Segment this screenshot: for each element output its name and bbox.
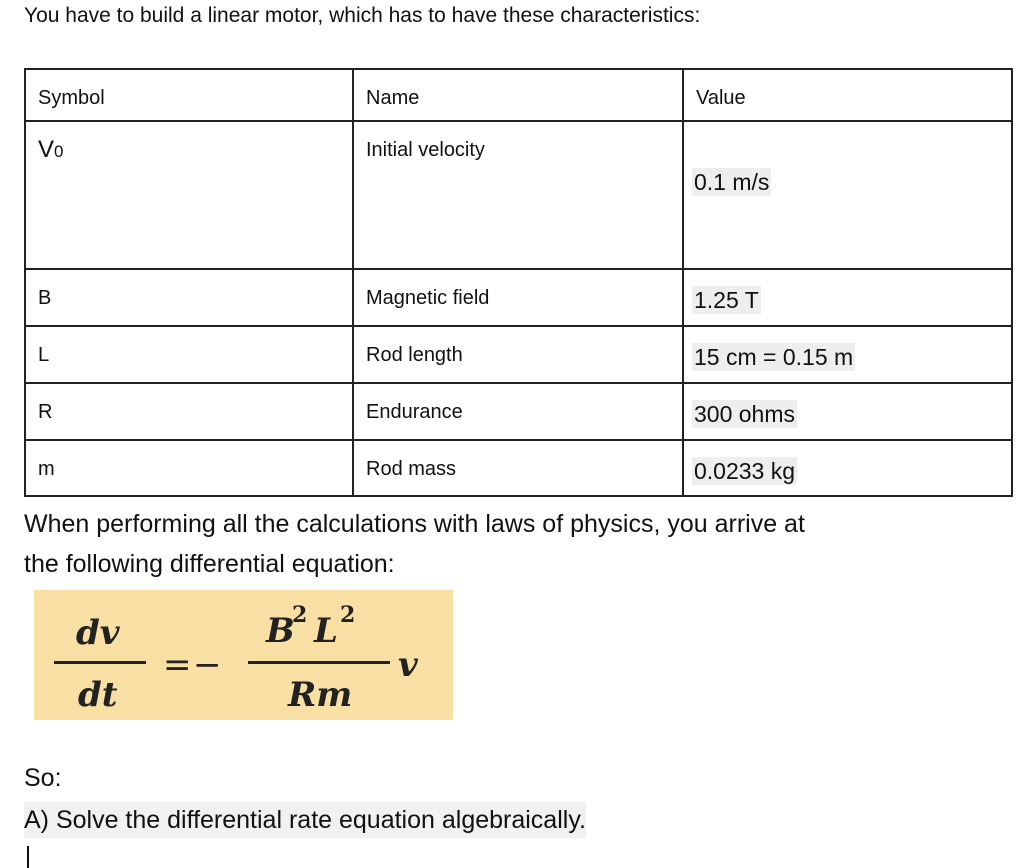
name-cell bbox=[353, 269, 683, 326]
eq-rhs-b: B bbox=[266, 611, 295, 651]
symbol-r: R bbox=[38, 401, 53, 423]
value-rod-length: 15 cm = 0.15 m bbox=[694, 344, 854, 370]
table-row bbox=[25, 440, 1012, 496]
text-cursor bbox=[27, 846, 29, 868]
symbol-cell bbox=[25, 121, 353, 269]
symbol-b: B bbox=[38, 287, 52, 309]
value-cell bbox=[683, 269, 1012, 326]
name-magnetic-field: Magnetic field bbox=[366, 287, 490, 309]
table-row bbox=[25, 121, 1012, 269]
eq-lhs-fraction-bar bbox=[54, 661, 146, 664]
value-cell bbox=[683, 440, 1012, 496]
eq-exponent-l: 2 bbox=[340, 602, 356, 628]
differential-equation bbox=[34, 590, 453, 720]
header-cell-symbol bbox=[25, 69, 353, 121]
symbol-l: L bbox=[38, 344, 50, 366]
intro-text: You have to build a linear motor, which has to have these characteristics: bbox=[24, 4, 701, 27]
so-text: So: bbox=[24, 764, 62, 792]
paragraph-line-1: When performing all the calculations with laws of physics, you arrive at bbox=[24, 510, 805, 538]
name-cell bbox=[353, 440, 683, 496]
symbol-cell bbox=[25, 440, 353, 496]
eq-rhs-fraction-bar bbox=[248, 661, 390, 664]
name-cell bbox=[353, 121, 683, 269]
paragraph-line-2: the following differential equation: bbox=[24, 550, 395, 578]
name-cell bbox=[353, 383, 683, 440]
header-symbol: Symbol bbox=[38, 87, 105, 109]
eq-lhs-denominator: dt bbox=[78, 675, 118, 715]
eq-equals: = bbox=[163, 645, 192, 685]
symbol-m: m bbox=[38, 458, 55, 480]
value-endurance: 300 ohms bbox=[694, 401, 796, 427]
symbol-cell bbox=[25, 383, 353, 440]
table-row bbox=[25, 269, 1012, 326]
symbol-v0 bbox=[26, 122, 352, 164]
name-initial-velocity: Initial velocity bbox=[366, 139, 485, 161]
name-rod-mass: Rod mass bbox=[366, 458, 457, 480]
characteristics-table bbox=[24, 68, 1013, 497]
symbol-cell bbox=[25, 326, 353, 383]
name-cell bbox=[353, 326, 683, 383]
table-row bbox=[25, 383, 1012, 440]
header-name: Name bbox=[366, 87, 420, 109]
value-cell bbox=[683, 326, 1012, 383]
name-endurance: Endurance bbox=[366, 401, 463, 423]
symbol-subscript: 0 bbox=[54, 142, 64, 161]
question-a: A) Solve the differential rate equation algebraically. bbox=[24, 802, 586, 838]
value-rod-mass: 0.0233 kg bbox=[694, 458, 796, 484]
header-cell-value bbox=[683, 69, 1012, 121]
header-value: Value bbox=[696, 87, 746, 109]
value-magnetic-field: 1.25 T bbox=[694, 287, 759, 313]
equation-graphic bbox=[34, 590, 453, 720]
symbol-letter: V bbox=[38, 136, 55, 163]
header-cell-name bbox=[353, 69, 683, 121]
eq-exponent-b: 2 bbox=[292, 602, 308, 628]
eq-rhs-denominator: Rm bbox=[288, 675, 353, 715]
eq-trailing-v: v bbox=[398, 645, 418, 685]
symbol-cell bbox=[25, 269, 353, 326]
eq-lhs-numerator: dv bbox=[76, 613, 120, 653]
eq-rhs-l: L bbox=[314, 611, 338, 651]
value-cell bbox=[683, 383, 1012, 440]
value-initial-velocity: 0.1 m/s bbox=[694, 169, 770, 195]
value-cell bbox=[683, 121, 1012, 269]
eq-minus: − bbox=[193, 645, 222, 685]
name-rod-length: Rod length bbox=[366, 344, 463, 366]
table-header-row bbox=[25, 69, 1012, 121]
table-row bbox=[25, 326, 1012, 383]
